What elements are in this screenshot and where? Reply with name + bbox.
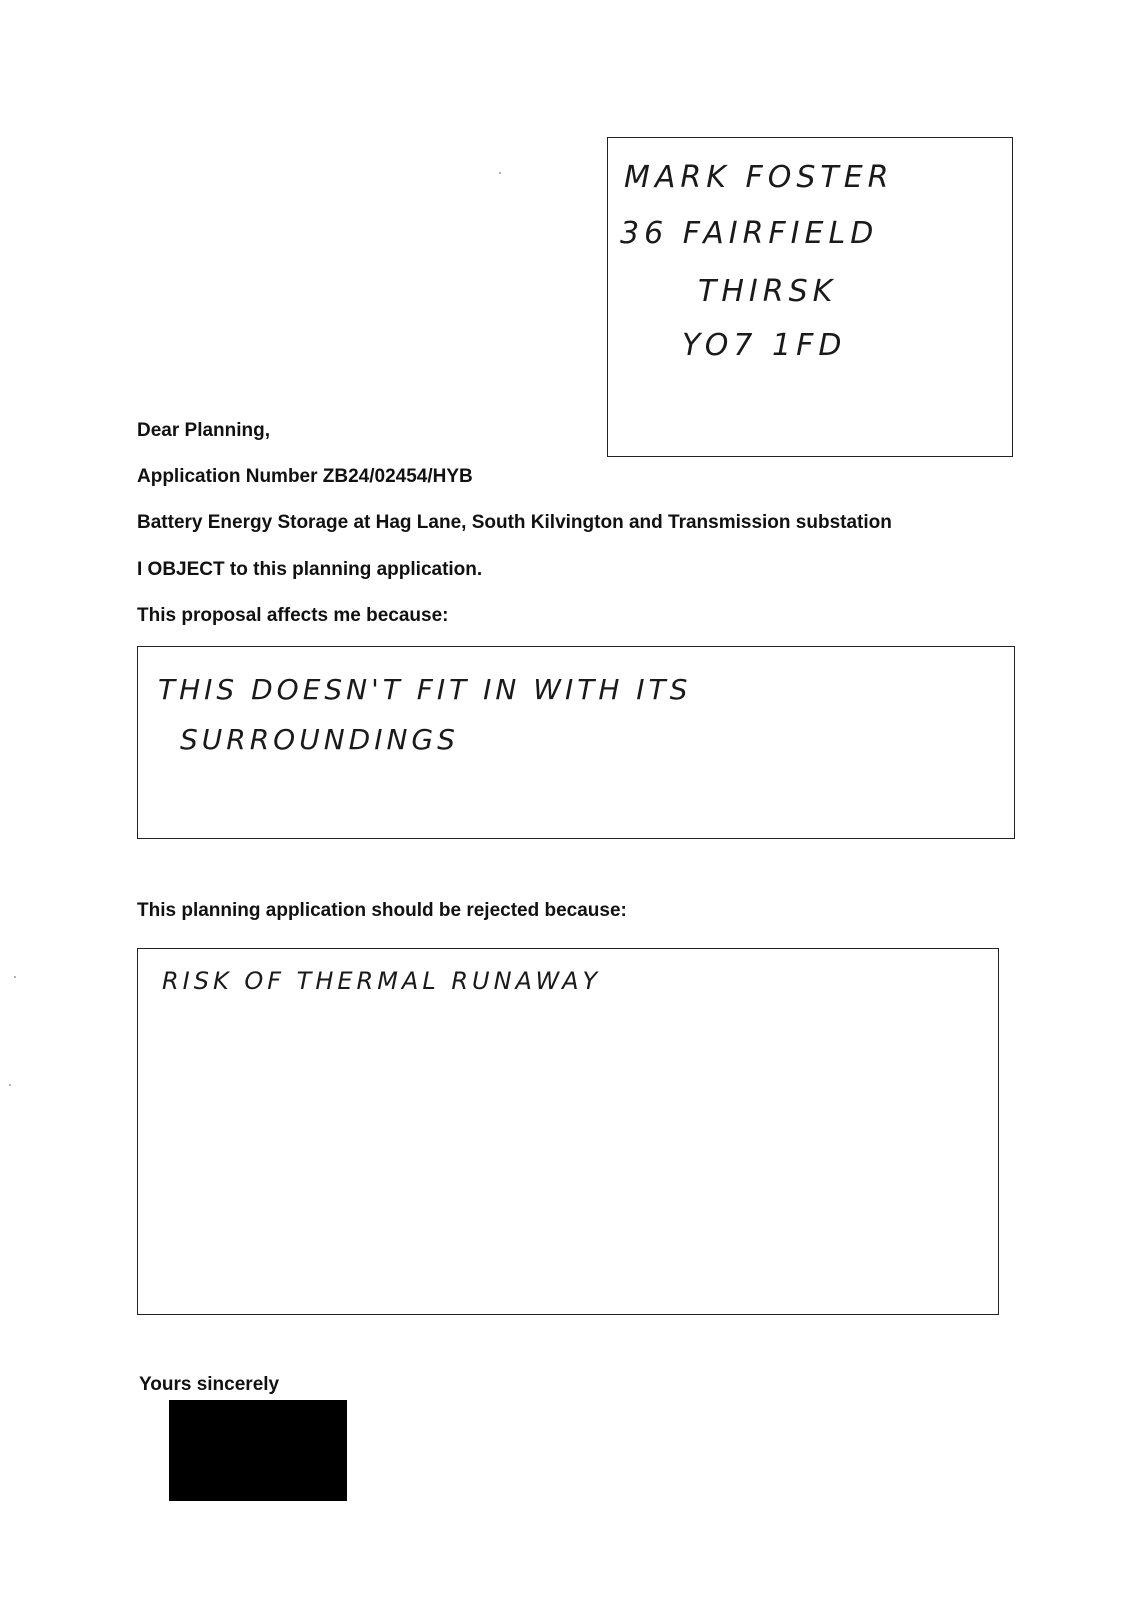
rejected-label: This planning application should be rejected because: [137, 900, 627, 921]
address-box [607, 137, 1013, 457]
scan-speck [14, 976, 16, 978]
greeting: Dear Planning, [137, 420, 271, 441]
affects-answer-line2: SURROUNDINGS [180, 723, 459, 756]
signature-redaction [169, 1400, 347, 1501]
affects-label: This proposal affects me because: [137, 605, 449, 626]
closing: Yours sincerely [139, 1374, 280, 1395]
rejected-answer-line1: RISK OF THERMAL RUNAWAY [162, 967, 602, 995]
address-postcode: YO7 1FD [682, 328, 847, 363]
subject-line: Battery Energy Storage at Hag Lane, South Kilvington and Transmission substation [137, 512, 892, 533]
objection-statement: I OBJECT to this planning application. [137, 559, 483, 580]
application-number: Application Number ZB24/02454/HYB [137, 466, 473, 487]
address-street: 36 FAIRFIELD [620, 216, 879, 251]
affects-answer-line1: THIS DOESN'T FIT IN WITH ITS [158, 673, 692, 706]
address-town: THIRSK [698, 274, 838, 309]
scan-speck [9, 1084, 11, 1086]
scan-speck [499, 172, 501, 174]
address-name: MARK FOSTER [624, 160, 894, 195]
affects-answer-box [137, 646, 1015, 839]
rejected-answer-box [137, 948, 999, 1315]
